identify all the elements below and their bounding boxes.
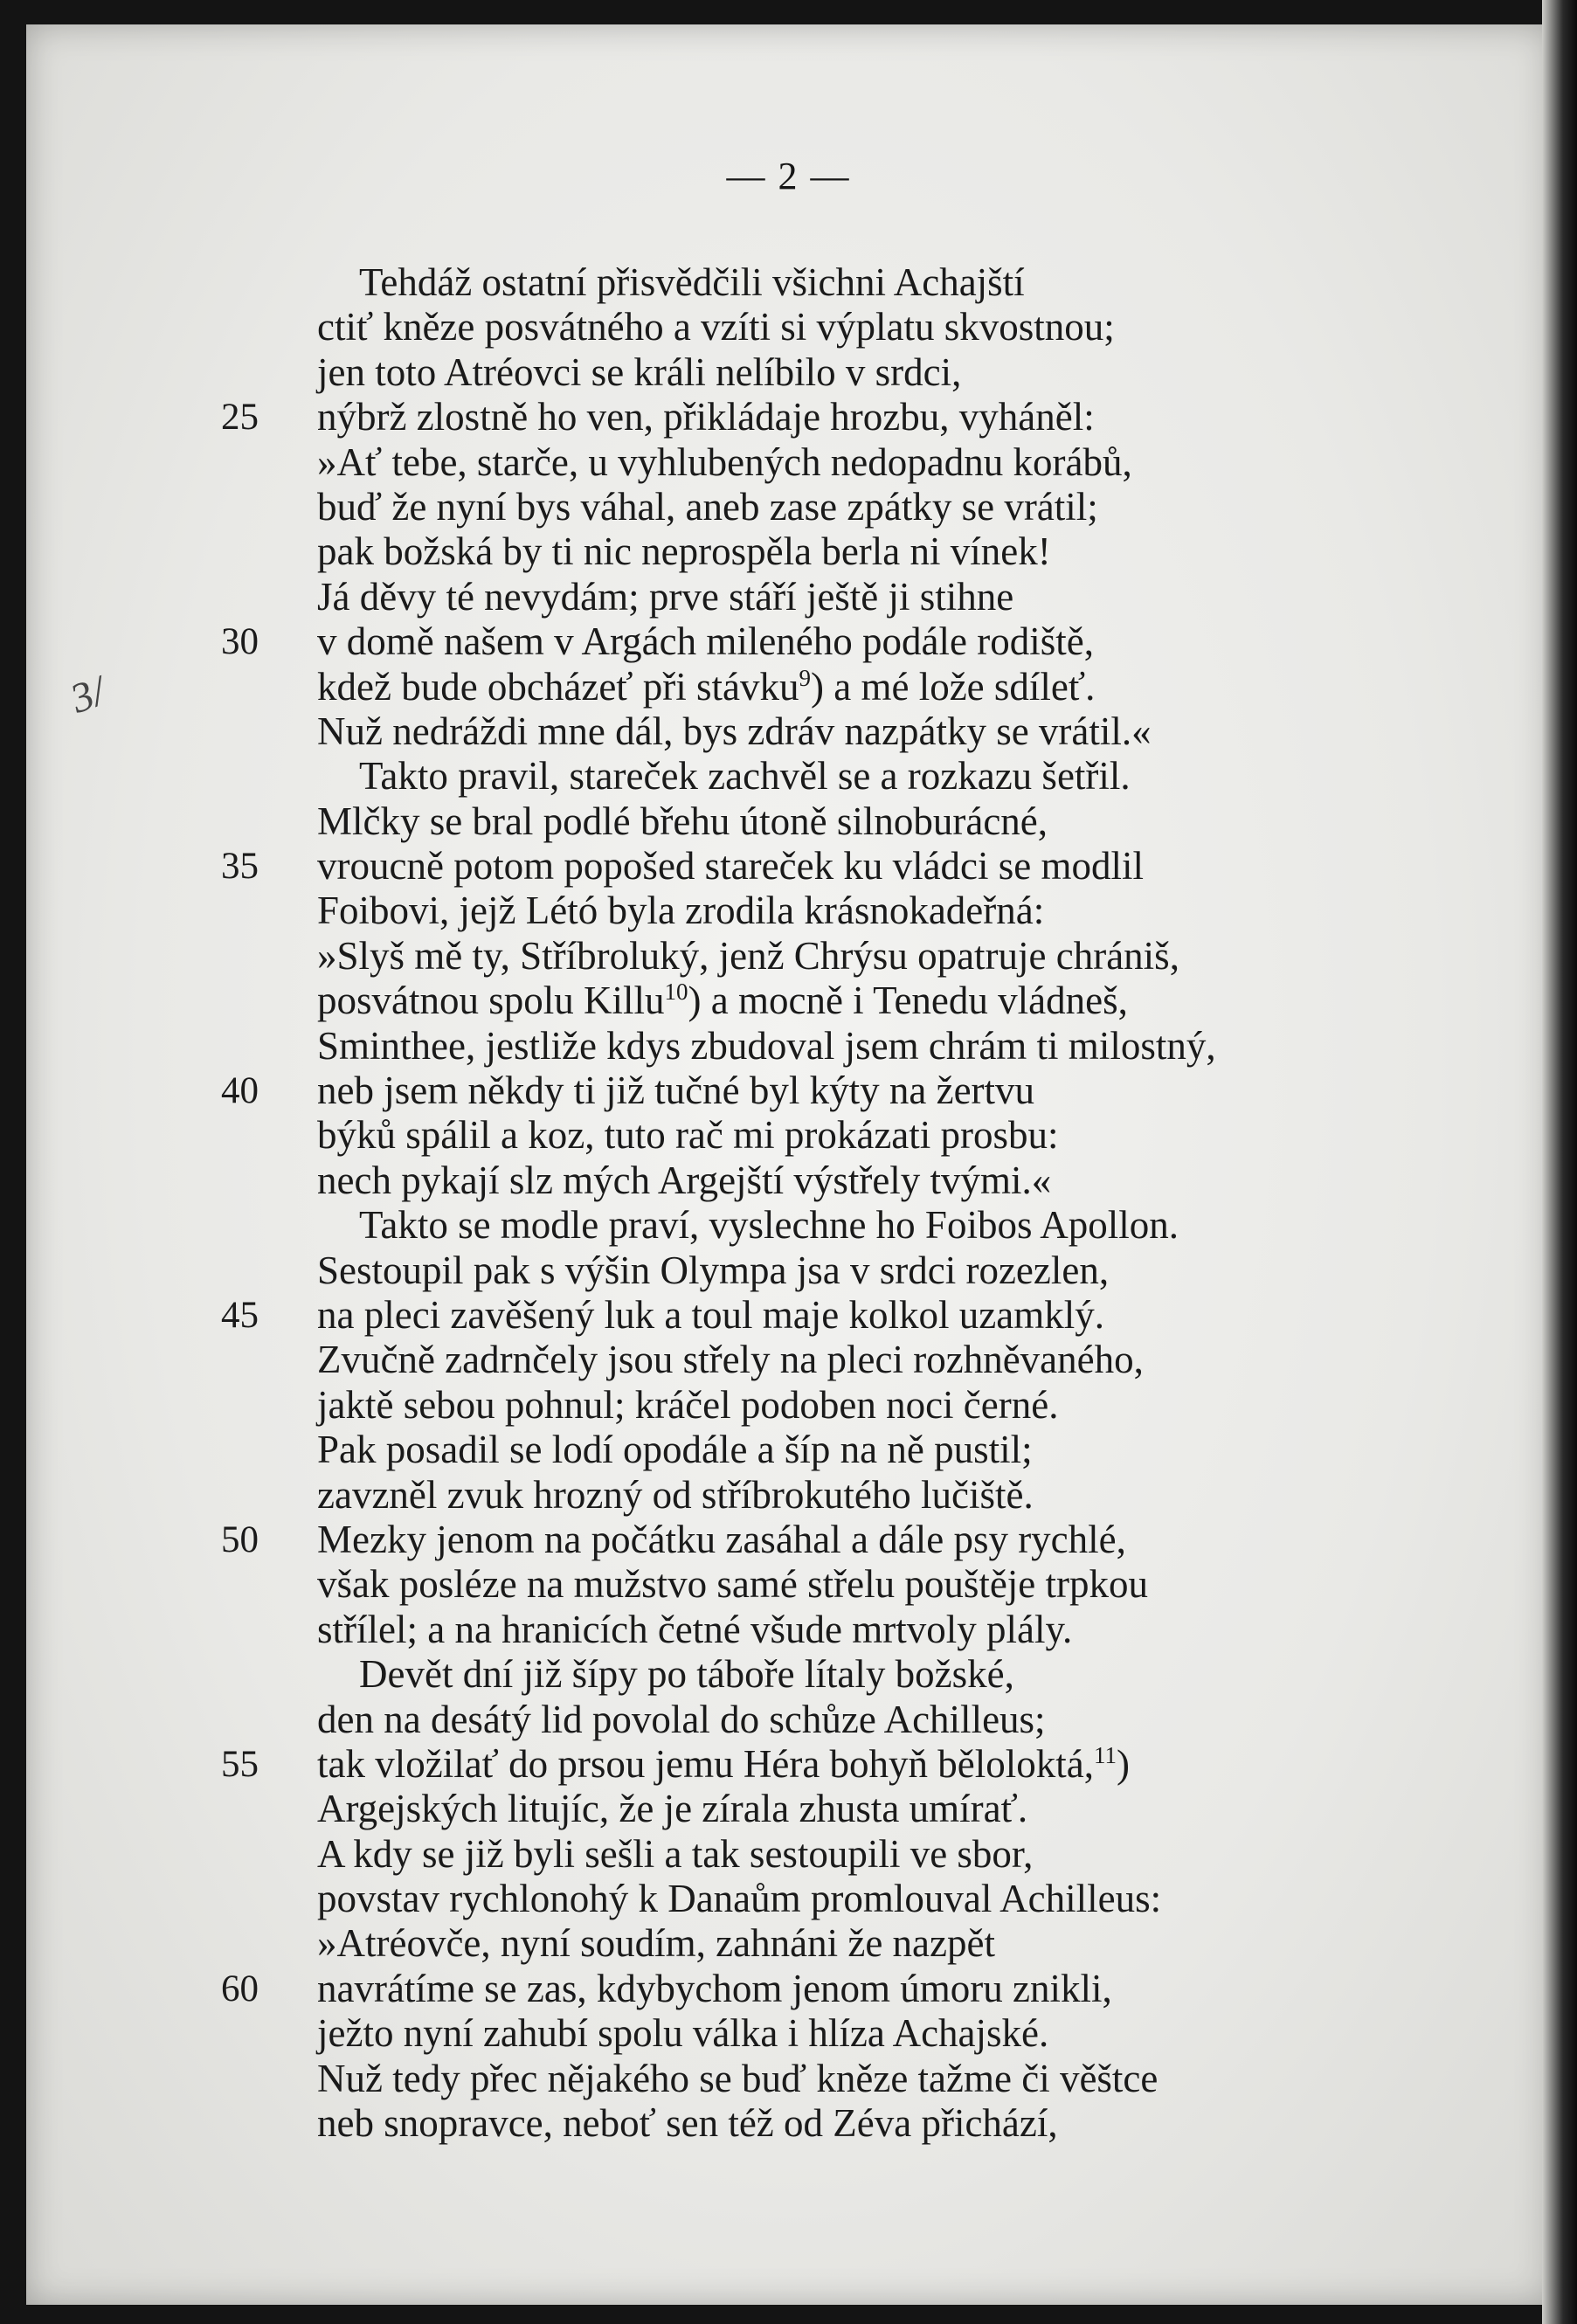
verse-line [317,529,1470,574]
verse-text: Pak posadil se lodí opodále a šíp na ně pustil; [317,1428,1033,1472]
verse-text: »Atréovče, nyní soudím, zahnáni že nazpět [317,1921,995,1966]
verse-line [317,1652,1470,1697]
verse-text: Zvučně zadrnčely jsou střely na pleci rozhněvaného, [317,1338,1144,1382]
verse-line [317,260,1470,305]
verse-text: vroucně potom popošed stareček ku vládci se modlil [317,844,1145,889]
line-number: 45 [221,1294,259,1336]
verse-line [317,1383,1470,1428]
footnote-marker: 10 [664,979,688,1006]
verse-line [317,934,1470,979]
verse-line [221,1069,1470,1113]
verse-text: kdež bude obcházeť při stávku [317,664,799,709]
verse-line [317,1203,1470,1248]
verse-text: ctiť kněze posvátného a vzíti si výplatu skvostnou; [317,305,1115,349]
verse-line [317,665,1470,709]
verse-text: Já děvy té nevydám; prve stáří ještě ji stihne [317,574,1014,619]
verse-line [317,1248,1470,1293]
verse-text: Nuž nedráždi mne dál, bys zdráv nazpátky se vrátil.« [317,709,1152,753]
verse-line [221,1517,1470,1562]
verse-text: pak božská by ti nic neprospěla berla ni vínek! [317,529,1051,574]
verse-text: Nuž tedy přec nějakého se buď kněze tažme či věštce [317,2056,1159,2100]
verse-line [317,305,1470,349]
verse-text: ježto nyní zahubí spolu válka i hlíza Achajské. [317,2011,1049,2056]
page-edge-shadow [1542,0,1577,2324]
verse-text: Sminthee, jestliže kdys zbudoval jsem chrám ti milostný, [317,1023,1216,1068]
verse-line [221,1292,1470,1338]
verse-line [221,619,1470,664]
verse-line [317,2057,1470,2101]
verse-text: Sestoupil pak s výšin Olympa jsa v srdci rozezlen, [317,1248,1110,1292]
line-number: 25 [221,397,259,439]
verse-line [221,844,1470,889]
line-number: 40 [221,1070,259,1112]
verse-text: »Slyš mě ty, Stříbroluký, jenž Chrýsu opatruje chrániš, [317,933,1179,978]
verse-text: jaktě sebou pohnul; kráčel podoben noci černé. [317,1382,1059,1427]
verse-line [317,979,1470,1023]
verse-text: Mezky jenom na počátku zasáhal a dále psy rychlé, [317,1517,1126,1561]
verse-line [317,1608,1470,1652]
verse-text: den na desátý lid povolal do schůze Achilleus; [317,1697,1046,1741]
verse-line [317,1024,1470,1069]
verse-line [317,1562,1470,1607]
verse-line [317,709,1470,754]
verse-text: jen toto Atréovci se králi nelíbilo v srdci, [317,349,962,394]
verse-text-continued: ) a mé lože sdíleť. [811,664,1096,709]
verse-text-continued: ) [1117,1741,1131,1786]
verse-line [317,1877,1470,1921]
verse-text: střílel; a na hranicích četné všude mrtvoly plály. [317,1607,1073,1651]
verse-line [317,799,1470,844]
line-number: 60 [221,1968,259,2009]
verse-text-continued: ) a mocně i Tenedu vládneš, [688,979,1128,1023]
verse-text: buď že nyní bys váhal, aneb zase zpátky se vrátil; [317,484,1098,529]
verse-text: A kdy se již byli sešli a tak sestoupili ve sbor, [317,1831,1034,1876]
verse-text: Tehdáž ostatní přisvědčili všichni Achajští [359,260,1025,304]
verse-text: navrátíme se zas, kdybychom jenom úmoru znikli, [317,1966,1112,2010]
verse-text: Takto se modle praví, vyslechne ho Foibos Apollon. [359,1203,1179,1248]
verse-line [317,1113,1470,1158]
verse-line [317,2101,1470,2146]
verse-text: nech pykají slz mých Argejští výstřely tvými.« [317,1158,1052,1202]
verse-line [317,485,1470,529]
verse-text: Argejských litujíc, že je zírala zhusta umírať. [317,1787,1028,1831]
verse-text: »Ať tebe, starče, u vyhlubených nedopadnu korábů, [317,439,1132,484]
verse-line [221,1966,1470,2011]
verse-line [317,1787,1470,1831]
verse-line [317,575,1470,619]
verse-line [317,1698,1470,1742]
verse-line [317,1473,1470,1518]
verse-line [317,440,1470,485]
verse-text: nýbrž zlostně ho ven, přikládaje hrozbu, vyháněl: [317,395,1095,439]
footnote-marker: 11 [1094,1741,1117,1768]
verse-text: býků spálil a koz, tuto rač mi prokázati prosbu: [317,1113,1059,1158]
verse-text: v domě našem v Argách mileného podále rodiště, [317,619,1094,664]
verse-line [317,754,1470,799]
line-number: 55 [221,1743,259,1785]
verse-line [317,1832,1470,1877]
verse-text: povstav rychlonohý k Danaům promlouval Achilleus: [317,1877,1162,1921]
verse-line [317,350,1470,395]
verse-text: zavzněl zvuk hrozný od stříbrokutého lučiště. [317,1472,1034,1517]
margin-annotation: 3/ [65,667,112,723]
verse-line [317,1159,1470,1203]
verse-line [221,395,1470,439]
verse-line [317,1338,1470,1382]
line-number: 50 [221,1518,259,1560]
verse-line [317,1921,1470,1966]
footnote-marker: 9 [799,664,812,691]
verse-text: Devět dní již šípy po táboře lítaly božské, [359,1652,1014,1697]
verse-text: na pleci zavěšený luk a toul maje kolkol uzamklý. [317,1292,1104,1337]
verse-text: však posléze na mužstvo samé střelu pouštěje trpkou [317,1562,1149,1607]
verse-text: neb snopravce, neboť sen též od Zéva přichází, [317,2101,1058,2146]
line-number: 35 [221,846,259,888]
page-number: — 2 — [726,155,851,197]
verse-text: posvátnou spolu Killu [317,979,665,1023]
verse-line [317,2011,1470,2056]
verse-text: tak vložilať do prsou jemu Héra bohyň běloloktá, [317,1741,1095,1786]
verse-text: Mlčky se bral podlé břehu útoně silnoburácné, [317,799,1048,843]
verse-text: Foibovi, jejž Létó byla zrodila krásnokadeřná: [317,889,1045,933]
verse-line [317,1428,1470,1472]
poem-text [221,260,1470,2146]
verse-line [221,1741,1470,1787]
verse-text: Takto pravil, stareček zachvěl se a rozkazu šetřil. [359,754,1131,799]
verse-text: neb jsem někdy ti již tučné byl kýty na žertvu [317,1069,1035,1113]
line-number: 30 [221,621,259,663]
book-page [26,24,1551,2305]
verse-line [317,889,1470,933]
